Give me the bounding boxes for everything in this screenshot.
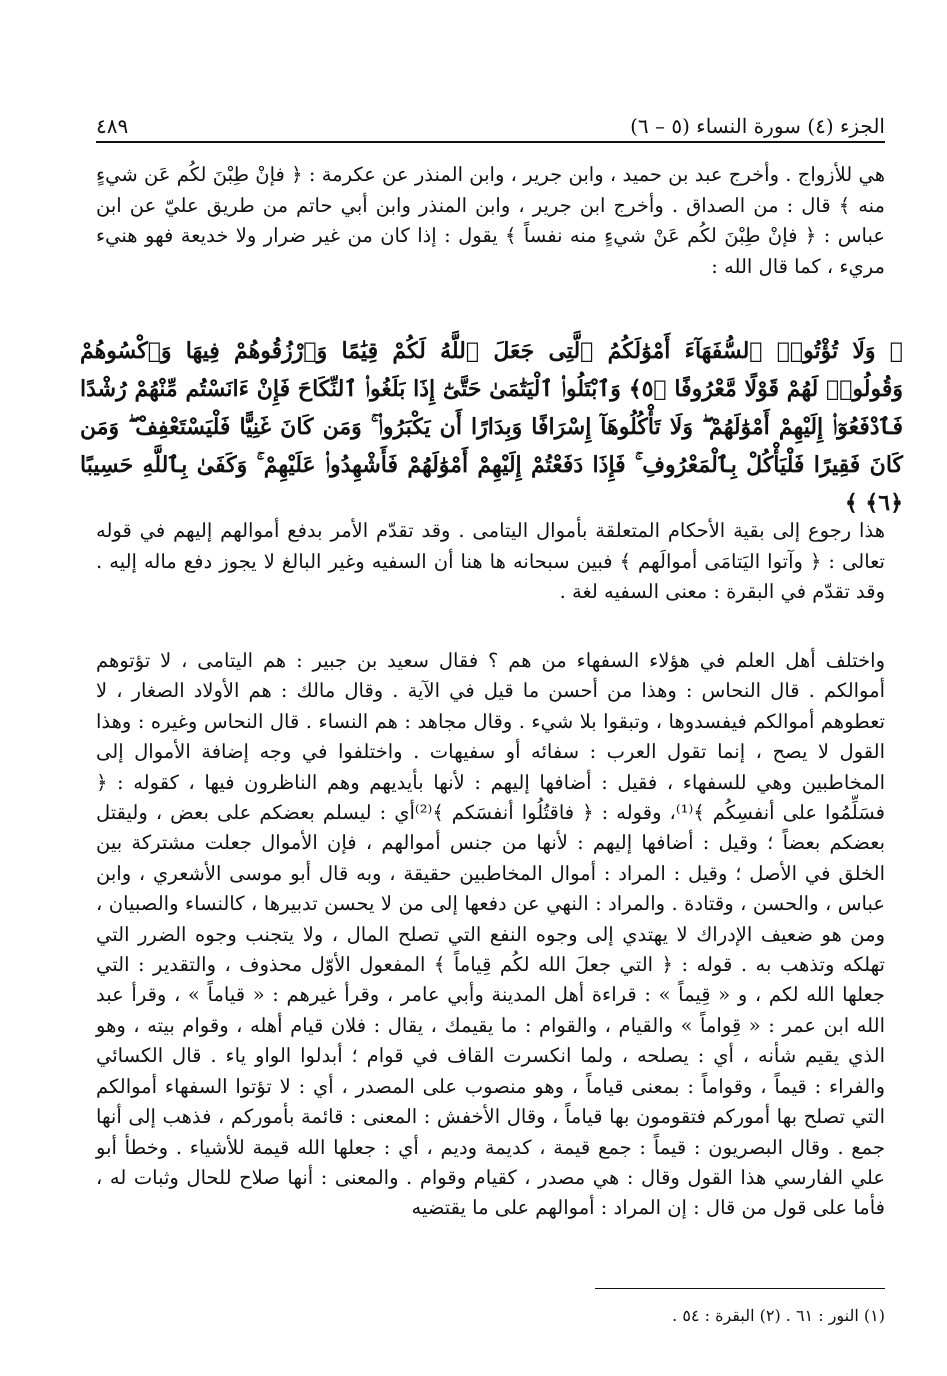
quran-verse-block — [80, 332, 903, 522]
paragraph-text: هذا رجوع إلى بقية الأحكام المتعلقة بأموال اليتامى . وقد تقدّم الأمر بدفع أموالهم إليهم في قوله تعالى : ﴿ وآتوا اليَتامَى أموالَهم ﴾ فبين سبحانه ها هنا أن السفيه وغير البالغ لا يجوز دفع ماله إليه . وقد تقدّم في البقرة : معنى السفيه لغة . — [96, 519, 885, 604]
footnotes: (١) النور : ٦١ . (٢) البقرة : ٥٤ . — [672, 1306, 885, 1325]
header-divider — [96, 141, 885, 143]
paragraph-commentary — [96, 516, 885, 608]
paragraph-intro — [96, 160, 885, 282]
page-number: ٤٨٩ — [96, 114, 129, 138]
paragraph-text: واختلف أهل العلم في هؤلاء السفهاء من هم ؟ فقال سعيد بن جبير : هم اليتامى ، لا تؤتوهم أموالكم . قال النحاس : وهذا من أحسن ما قيل في الآية . وقال مالك : هم الأولاد الصغار ، لا تعطوهم أموالكم فيفسدوها ، وتبقوا بلا شيء . وقال مجاهد : هم النساء . قال النحاس وغيره : وهذا القول لا يصح ، إنما تقول العرب : سفائه أو سفيهات . واختلفوا في وجه إضافة الأموال إلى المخاطبين وهي للسفهاء ، فقيل : أضافها إليهم : لأنها بأيديهم وهم الناظرون فيها ، كقوله : ﴿ فسَلِّمُوا على أنفسِكُم ﴾⁽¹⁾، وقوله : ﴿ فاقتُلُوا أنفسَكم ﴾⁽²⁾أي : ليسلم بعضكم على بعض ، وليقتل بعضكم بعضاً ؛ وقيل : أضافها إليهم : لأنها من جنس أموالهم ، فإن الأموال جعلت مشتركة بين الخلق في الأصل ؛ وقيل : المراد : أموال المخاطبين حقيقة ، وبه قال أبو موسى الأشعري ، وابن عباس ، والحسن ، وقتادة . والمراد : النهي عن دفعها إلى من لا يحسن تدبيرها ، كالنساء والصبيان ، ومن هو ضعيف الإدراك لا يهتدي إلى وجوه النفع التي تصلح المال ، ولا يتجنب وجوه الضرر التي تهلكه وتذهب به . قوله : ﴿ التي جعلَ الله لكُم قِياماً ﴾ المفعول الأوّل محذوف ، والتقدير : التي جعلها الله لكم ، و « قِيماً » : قراءة أهل المدينة وأبي عامر ، وقرأ غيرهم : « قياماً » ، وقرأ عبد الله ابن عمر : « قِواماً » والقيام ، والقوام : ما يقيمك ، يقال : فلان قيام أهله ، وقوام بيته ، وهو الذي يقيم شأنه ، أي : يصلحه ، ولما انكسرت القاف في قوام ؛ أبدلوا الواو ياء . قال الكسائي والفراء : قيماً ، وقواماً : بمعنى قياماً ، وهو منصوب على المصدر ، أي : لا تؤتوا السفهاء أموالكم التي تصلح بها أموركم فتقومون بها قياماً ، وقال الأخفش : المعنى : قائمة بأموركم ، فذهب إلى أنها جمع . وقال البصريون : قيماً : جمع قيمة ، كديمة وديم ، أي : جعلها الله قيمة للأشياء . وخطأ أبو علي الفارسي هذا القول وقال : هي مصدر ، كقيام وقوام . والمعنى : أنها صلاح للحال وثبات له ، فأما على قول من قال : إن المراد : أموالهم على ما يقتضيه — [96, 649, 885, 1220]
page-header — [96, 108, 885, 138]
quran-verse-text: ﴿ وَلَا تُؤْتُوا۟ ٱلسُّفَهَآءَ أَمْوَٰلَكُمُ ٱلَّتِى جَعَلَ ٱللَّهُ لَكُمْ قِيَٰمًا وَٱرْزُقُوهُمْ فِيهَا وَٱكْسُوهُمْ وَقُولُوا۟ لَهُمْ قَوْلًا مَّعْرُوفًا ﴿٥﴾ وَٱبْتَلُوا۟ ٱلْيَتَٰمَىٰ حَتَّىٰٓ إِذَا بَلَغُوا۟ ٱلنِّكَاحَ فَإِنْ ءَانَسْتُم مِّنْهُمْ رُشْدًا فَٱدْفَعُوٓا۟ إِلَيْهِمْ أَمْوَٰلَهُمْ ۖ وَلَا تَأْكُلُوهَآ إِسْرَافًا وَبِدَارًا أَن يَكْبَرُوا۟ ۚ وَمَن كَانَ غَنِيًّا فَلْيَسْتَعْفِفْ ۖ وَمَن كَانَ فَقِيرًا فَلْيَأْكُلْ بِٱلْمَعْرُوفِ ۚ فَإِذَا دَفَعْتُمْ إِلَيْهِمْ أَمْوَٰلَهُمْ فَأَشْهِدُوا۟ عَلَيْهِمْ ۚ وَكَفَىٰ بِٱللَّهِ حَسِيبًا ﴿٦﴾ ﴾ — [80, 338, 903, 516]
running-title: الجزء (٤) سورة النساء (٥ – ٦) — [630, 114, 885, 138]
paragraph-discussion — [96, 646, 885, 1224]
footnote-divider — [595, 1288, 885, 1289]
paragraph-text: هي للأزواج . وأخرج عبد بن حميد ، وابن جرير ، وابن المنذر عن عكرمة : ﴿ فإنْ طِبْنَ لكُم عَن شيءٍ منه ﴾ قال : من الصداق . وأخرج ابن جرير ، وابن المنذر وابن أبي حاتم من طريق عليّ عن ابن عباس : ﴿ فإنْ طِبْنَ لكُم عَنْ شيءٍ منه نفساً ﴾ يقول : إذا كان من غير ضرار ولا خديعة فهو هنيء مريء ، كما قال الله : — [96, 163, 885, 278]
